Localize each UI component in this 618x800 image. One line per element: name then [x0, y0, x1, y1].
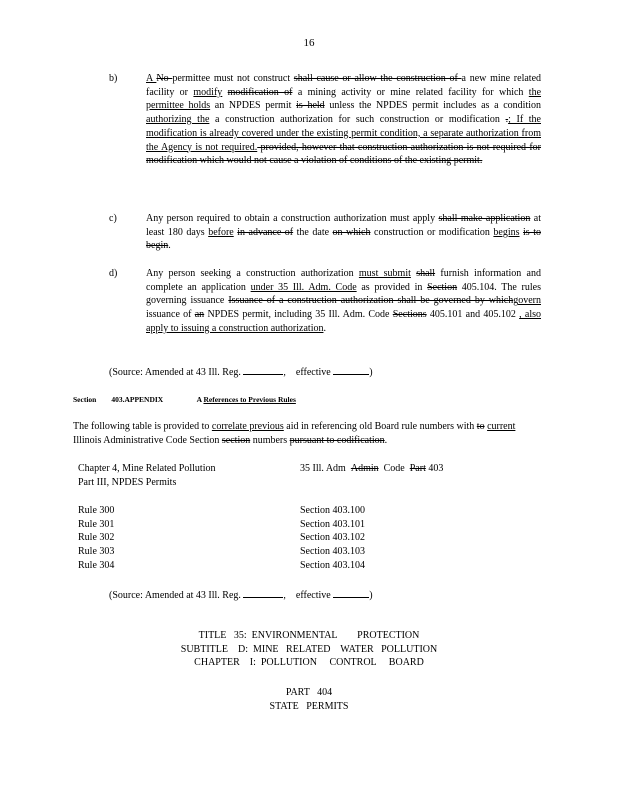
table-section-column — [300, 504, 365, 573]
table-row: Rule 302 — [78, 532, 115, 544]
table-row: Section 403.104 — [300, 559, 365, 571]
table-left-header: Chapter 4, Mine Related Pollution Part III, NPDES Permits — [78, 463, 216, 488]
table-row: Section 403.100 — [300, 505, 365, 516]
source-note: (Source: Amended at 43 Ill. Reg. , effective ) — [109, 590, 373, 601]
table-row: Rule 301 — [78, 518, 115, 530]
table-row: Rule 303 — [78, 546, 115, 558]
title-block: TITLE 35: ENVIRONMENTAL PROTECTION SUBTITLE D: MINE RELATED WATER POLLUTION CHAPTER I: POLLUTION CONTROL BOARD — [180, 630, 438, 669]
subsection-d — [109, 267, 541, 336]
subsection-label: c) — [109, 213, 117, 224]
subsection-label: d) — [109, 268, 118, 279]
subsection-b — [109, 72, 541, 168]
table-row: Section 403.103 — [300, 546, 365, 558]
subsection-text: Any person seeking a construction authorization must submit shall furnish information and complete an application under 35 Ill. Adm. Code as provided in Section 405.104. The rules governing issuance Issuance of a construction authorization shall be governed by whichgovern issuance of an NPDES permit, including 35 Ill. Adm. Code Sections 405.101 and 405.102 , also apply to issuing a construction authorization. — [146, 268, 541, 334]
table-row: Rule 300 — [78, 505, 115, 516]
table-row: Section 403.101 — [300, 518, 365, 530]
table-row: Rule 304 — [78, 559, 115, 571]
part-heading: PART 404 STATE PERMITS — [269, 687, 349, 712]
subsection-c — [109, 212, 541, 253]
section-heading: Section 403.APPENDIX A References to Previous Rules — [73, 395, 296, 404]
table-intro: The following table is provided to correlate previous aid in referencing old Board rule numbers with to current Illinois Administrative Code Section section numbers pursuant to codification. — [73, 421, 516, 446]
subsection-text: Any person required to obtain a construction authorization must apply shall make application at least 180 days before in advance of the date on which construction or modification begins is to begin. — [146, 213, 541, 252]
subsection-label: b) — [109, 73, 118, 84]
table-row: Section 403.102 — [300, 532, 365, 544]
subsection-text: A No permittee must not construct shall cause or allow the construction of a new mine related facility or modify modification of a mining activity or mine related facility for which the permittee holds an NPDES permit is held unless the NPDES permit includes as a condition authorizing the a construction authorization for such construction or modification .; If the modification is already covered under the existing permit condition, a separate authorization from the Agency is not required. provided, however that construction authorization is not required for modification which would not cause a violation of conditions of the existing permit. — [146, 73, 542, 167]
source-note: (Source: Amended at 43 Ill. Reg. , effective ) — [109, 367, 373, 378]
table-rule-column — [78, 504, 114, 573]
page-number: 16 — [303, 37, 315, 49]
table-right-header: 35 Ill. Adm Admin Code Part 403 — [300, 463, 444, 474]
